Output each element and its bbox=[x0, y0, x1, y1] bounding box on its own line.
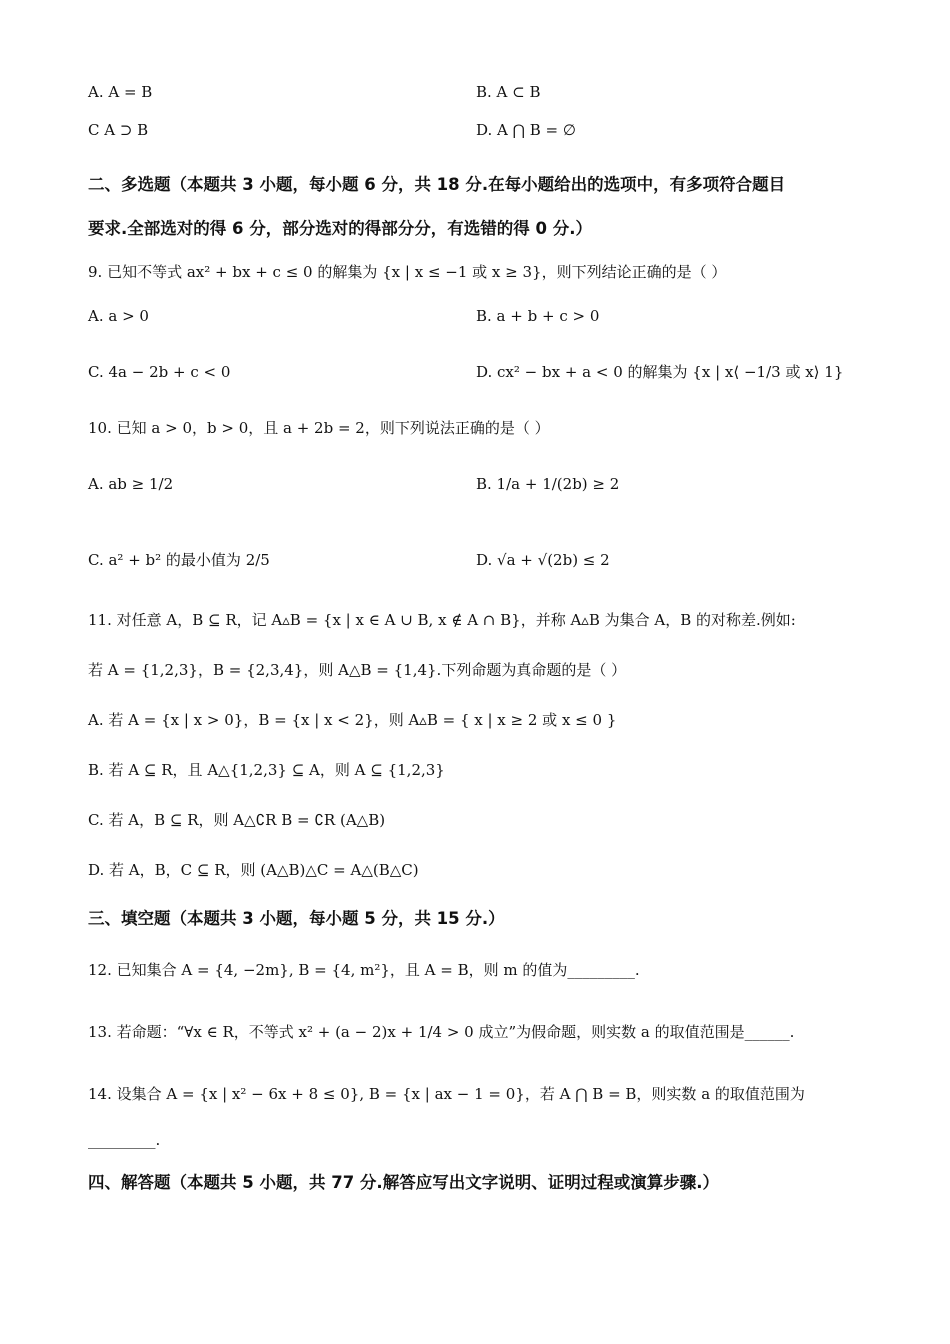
q11-stem-line1: 11. 对任意 A，B ⊆ R，记 A▵B = {x | x ∈ A ∪ B, x ∉ A ∩ B}，并称 A▵B 为集合 A，B 的对称差.例如: bbox=[88, 611, 796, 629]
section-2-heading-line1: 二、多选题（本题共 3 小题，每小题 6 分，共 18 分.在每小题给出的选项中，有多项符合题目 bbox=[88, 175, 786, 194]
q9-option-d: D. cx² − bx + a < 0 的解集为 {x | x⟨ −1/3 或 x⟩ 1} bbox=[476, 363, 844, 381]
q9-option-c: C. 4a − 2b + c < 0 bbox=[88, 363, 231, 381]
q8-option-c: C A ⊃ B bbox=[88, 121, 149, 139]
q10-stem: 10. 已知 a > 0，b > 0，且 a + 2b = 2，则下列说法正确的是（ ） bbox=[88, 419, 550, 437]
q11-option-c: C. 若 A，B ⊆ R，则 A△∁R B = ∁R (A△B) bbox=[88, 811, 386, 829]
q8-option-b: B. A ⊂ B bbox=[476, 83, 541, 101]
q9-option-b: B. a + b + c > 0 bbox=[476, 307, 600, 325]
q10-option-b: B. 1/a + 1/(2b) ≥ 2 bbox=[476, 475, 620, 493]
q12-stem: 12. 已知集合 A = {4, −2m}, B = {4, m²}，且 A = B，则 m 的值为_________. bbox=[88, 961, 640, 979]
q8-option-a: A. A = B bbox=[88, 83, 153, 101]
q14-stem: 14. 设集合 A = {x | x² − 6x + 8 ≤ 0}, B = {x | ax − 1 = 0}，若 A ⋂ B = B，则实数 a 的取值范围为 bbox=[88, 1085, 805, 1103]
q10-option-a: A. ab ≥ 1/2 bbox=[88, 475, 174, 493]
q11-option-b: B. 若 A ⊆ R，且 A△{1,2,3} ⊆ A，则 A ⊆ {1,2,3} bbox=[88, 761, 445, 779]
q13-stem: 13. 若命题：“∀x ∈ R，不等式 x² + (a − 2)x + 1/4 > 0 成立”为假命题，则实数 a 的取值范围是______. bbox=[88, 1023, 795, 1041]
q11-option-a: A. 若 A = {x | x > 0}，B = {x | x < 2}，则 A▵B = { x | x ≥ 2 或 x ≤ 0 } bbox=[88, 711, 617, 729]
q9-stem: 9. 已知不等式 ax² + bx + c ≤ 0 的解集为 {x | x ≤ −1 或 x ≥ 3}，则下列结论正确的是（ ） bbox=[88, 263, 727, 281]
q11-stem-line2: 若 A = {1,2,3}，B = {2,3,4}，则 A△B = {1,4}.下列命题为真命题的是（ ） bbox=[88, 661, 627, 679]
q11-option-d: D. 若 A，B，C ⊆ R，则 (A△B)△C = A△(B△C) bbox=[88, 861, 419, 879]
section-2-heading-line2: 要求.全部选对的得 6 分，部分选对的得部分分，有选错的得 0 分.） bbox=[88, 219, 592, 238]
section-4-heading: 四、解答题（本题共 5 小题，共 77 分.解答应写出文字说明、证明过程或演算步骤.） bbox=[88, 1173, 719, 1192]
q9-option-a: A. a > 0 bbox=[88, 307, 149, 325]
q10-option-c: C. a² + b² 的最小值为 2/5 bbox=[88, 551, 270, 569]
q14-answer-blank: _________. bbox=[88, 1131, 161, 1149]
section-3-heading: 三、填空题（本题共 3 小题，每小题 5 分，共 15 分.） bbox=[88, 909, 505, 928]
q8-option-d: D. A ⋂ B = ∅ bbox=[476, 121, 576, 139]
q10-option-d: D. √a + √(2b) ≤ 2 bbox=[476, 551, 610, 569]
